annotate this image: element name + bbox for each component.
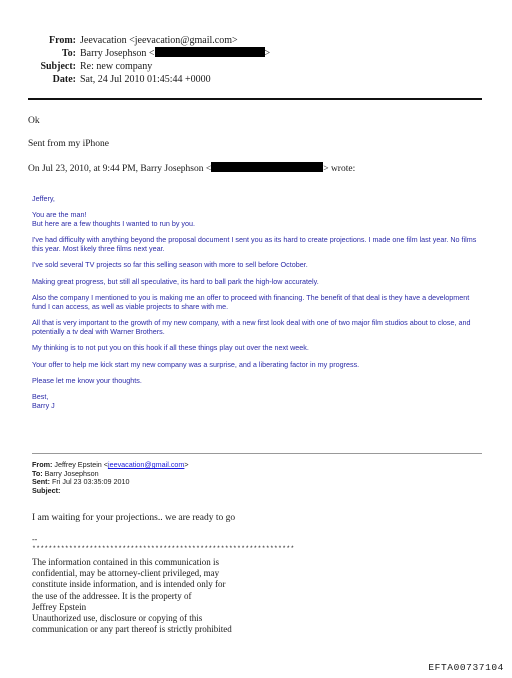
forwarded-subject-label: Subject: <box>32 485 61 495</box>
to-value-prefix: Barry Josephson < <box>80 48 155 59</box>
quoted-paragraph: I've sold several TV projects so far this selling season with more to sell before October. <box>32 260 308 270</box>
to-value <box>80 47 270 60</box>
redaction-bar <box>155 47 265 57</box>
notice-line: confidential, may be attorney-client privileged, may <box>32 568 220 579</box>
quote-attribution <box>28 162 355 174</box>
quoted-greeting: Jeffery, <box>32 194 55 203</box>
notice-stars-divider: **************************************************************** <box>32 545 295 552</box>
quote-attribution-suffix: > wrote: <box>323 164 356 174</box>
header-to-row <box>0 47 512 60</box>
quoted-paragraph: My thinking is to not put you on this hook if all these things play out over the next week. <box>32 343 309 353</box>
notice-line: Unauthorized use, disclosure or copying of this <box>32 613 203 624</box>
forwarded-sent-label: Sent: <box>32 477 50 487</box>
email-header <box>0 34 512 86</box>
signature-closing: Best, <box>32 392 49 402</box>
notice-line: constitute inside information, and is intended only for <box>32 579 226 590</box>
confidentiality-notice <box>32 557 492 635</box>
forwarded-from-label: From: <box>32 460 53 469</box>
forwarded-subject-row <box>32 487 189 496</box>
forwarded-body: I am waiting for your projections.. we are ready to go <box>32 513 236 523</box>
quoted-paragraph: Please let me know your thoughts. <box>32 375 142 385</box>
forwarded-from-close: > <box>184 460 189 469</box>
notice-line: communication or any part thereof is strictly prohibited <box>32 624 232 635</box>
quoted-paragraph <box>32 211 484 228</box>
reply-line-ok: Ok <box>28 116 40 126</box>
header-divider <box>28 98 482 100</box>
from-value: Jeevacation <jeevacation@gmail.com> <box>80 35 238 46</box>
quoted-paragraph: Your offer to help me kick start my new company was a surprise, and a liberating factor in my progress. <box>32 359 360 369</box>
quote-attribution-prefix: On Jul 23, 2010, at 9:44 PM, Barry Josephson < <box>28 164 212 174</box>
notice-line: the use of the addressee. It is the property of <box>32 590 192 601</box>
forwarded-sent-value: Fri Jul 23 03:35:09 2010 <box>51 477 130 487</box>
forwarded-from-email-link[interactable]: jeevacation@gmail.com <box>107 460 185 469</box>
subject-label: Subject: <box>40 61 76 72</box>
header-date-row <box>0 73 512 86</box>
date-label: Date: <box>52 74 76 85</box>
to-value-suffix: > <box>264 48 271 59</box>
from-label: From: <box>48 35 76 46</box>
quoted-message <box>32 195 484 418</box>
quoted-line: But here are a few thoughts I wanted to run by you. <box>32 218 196 228</box>
forwarded-to-label: To: <box>32 468 43 478</box>
quoted-paragraph: I've had difficulty with anything beyond the proposal document I sent you as its hard to create projections. I made one film last year. No films this year. Most likely three films next year. <box>32 235 477 253</box>
header-subject-row <box>0 60 512 73</box>
notice-line: Jeffrey Epstein <box>32 601 87 612</box>
document-id: EFTA00737104 <box>428 662 504 673</box>
to-label: To: <box>61 48 76 59</box>
forwarded-from-name: Jeffrey Epstein < <box>54 460 108 469</box>
signature-dashes: -- <box>32 535 38 544</box>
forward-divider <box>32 453 482 454</box>
quoted-signature <box>32 393 484 410</box>
reply-line-sent-from: Sent from my iPhone <box>28 139 110 149</box>
subject-value: Re: new company <box>80 61 153 72</box>
date-value: Sat, 24 Jul 2010 01:45:44 +0000 <box>80 74 211 85</box>
quoted-paragraph: Making great progress, but still all speculative, its hard to ball park the high-low accurately. <box>32 276 319 286</box>
forwarded-header <box>32 461 189 495</box>
header-from-row <box>0 34 512 47</box>
forwarded-to-value: Barry Josephson <box>44 468 99 478</box>
redaction-bar <box>211 162 323 172</box>
signature-name: Barry J <box>32 400 55 410</box>
notice-line: The information contained in this communication is <box>32 557 219 567</box>
quoted-line: You are the man! <box>32 210 87 220</box>
quoted-paragraph: All that is very important to the growth of my new company, with a new first look deal with one of two major film studios about to close, and potentially a tv deal with Warner Brothers. <box>32 318 471 336</box>
quoted-paragraph: Also the company I mentioned to you is making me an offer to proceed with financing. The benefit of that deal is they have a development fund I can access, as well as viable projects to share with me. <box>32 293 470 311</box>
